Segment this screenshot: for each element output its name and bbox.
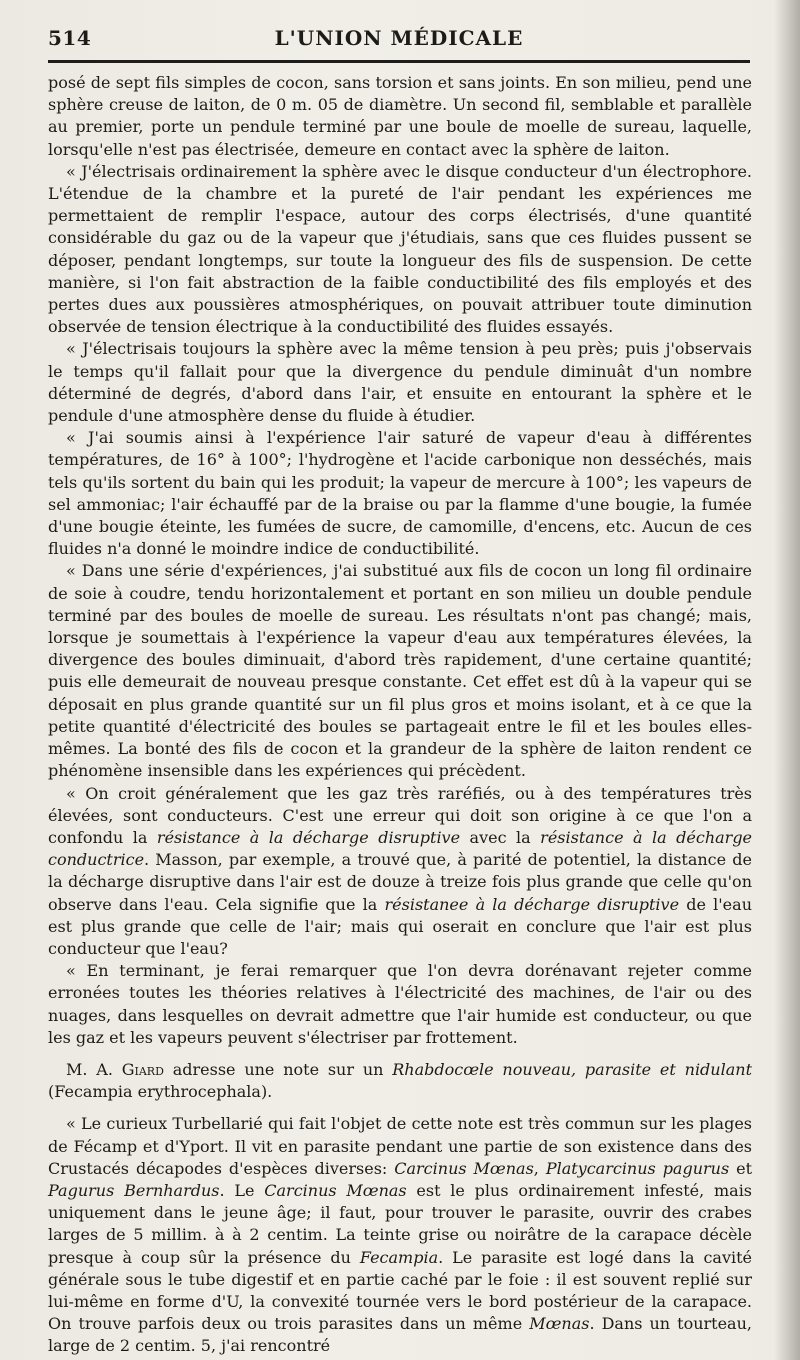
paragraph: « Dans une série d'expériences, j'ai substitué aux fils de cocon un long fil ordinaire de soie à coudre, tendu horizontalement et portant en son milieu un double pendule terminé par des boules de moelle de sureau. Les résultats n'ont pas changé; mais, lorsque je soumettais à l'expérience la vapeur d'eau aux températures élevées, la divergence des boules diminuait, d'abord très rapidement, d'une certaine quantité; puis elle demeurait de nouveau presque constante. Cet effet est dû à la vapeur qui se déposait en plus grande quantité sur un fil plus gros et moins isolant, et à ce que la petite quantité d'électricité des boules se partageait entre le fil et les boules elles-mêmes. La bonté des fils de cocon et la grandeur de la sphère de laiton rendent ce phénomène insensible dans les expériences qui précèdent. <box>48 561 752 781</box>
paragraph: « J'ai soumis ainsi à l'expérience l'air saturé de vapeur d'eau à différentes températures, de 16° à 100°; l'hydrogène et l'acide carbonique non desséchés, mais tels qu'ils sortent du bain qui les produit; la vapeur de mercure à 100°; les vapeurs de sel ammoniac; l'air échauffé par de la braise ou par la flamme d'une bougie, la fumée d'une bougie éteinte, les fumées de sucre, de camomille, d'encens, etc. Aucun de ces fluides n'a donné le moindre indice de conductibilité. <box>48 428 752 559</box>
text-run: . Masson, par exemple, a trouvé que, à parité de potentiel, la distance de la décharge disruptive dans l'air est de douze à treize fois plus grande que celle qu'on observe dans l'eau. Cela signifie que la <box>48 850 752 914</box>
italic-term: résistance à la décharge disruptive <box>156 827 461 847</box>
paragraph: « J'électrisais ordinairement la sphère avec le disque conducteur d'un électrophore. L'étendue de la chambre et la pureté de l'air pendant les expériences me permettaient de remplir l'espace, autour des corps électrisés, d'une quantité considérable du gaz ou de la vapeur que j'étudiais, sans que ces fluides pussent se déposer, pendant longtemps, sur toute la longueur des fils de suspension. De cette manière, si l'on fait abstraction de la faible conductibilité des fils employés et des pertes dues aux poussières atmosphériques, on pouvait attribuer toute diminution observée de tension électrique à la conductibilité des fluides essayés. <box>48 161 752 337</box>
text-run: « On croit généralement que les gaz très raréfiés, ou à des températures très élevées, sont conducteurs. C'est une erreur qui doit son origine à ce que l'on a confondu la <box>48 783 752 847</box>
text-run: (Fecampia erythrocephala). <box>48 1082 273 1102</box>
body-text <box>48 72 752 1358</box>
italic-term: résistanee à la décharge disruptive <box>384 894 680 914</box>
text-run: et <box>729 1158 753 1178</box>
paragraph <box>48 1059 752 1103</box>
text-run: . Le parasite est logé dans la cavité générale sous le tube digestif et en partie caché par le foie : il est souvent replié sur lui-même en forme d'U, la convexité tournée vers le bord postérieur de la carapace. On trouve parfois deux ou trois parasites dans un même <box>48 1247 752 1334</box>
text-run: adresse une note sur un <box>163 1059 393 1079</box>
author-name: Giard <box>121 1059 164 1079</box>
running-title: L'UNION MÉDICALE <box>274 26 524 50</box>
text-run: M. A. <box>66 1059 122 1079</box>
paragraph <box>48 1113 752 1357</box>
text-run: . Dans un tourteau, large de 2 centim. 5, j'ai rencontré <box>48 1314 752 1356</box>
page-header <box>48 22 750 62</box>
italic-term: Rhabdocœle nouveau, parasite et nidulant <box>392 1059 752 1079</box>
page-number: 514 <box>48 26 92 50</box>
paragraph: posé de sept fils simples de cocon, sans torsion et sans joints. En son milieu, pend une sphère creuse de laiton, de 0 m. 05 de diamètre. Un second fil, semblable et parallèle au premier, porte un pendule terminé par une boule de moelle de sureau, laquelle, lorsqu'elle n'est pas électrisée, demeure en contact avec la sphère de laiton. <box>48 73 752 159</box>
paragraph <box>48 783 752 961</box>
text-run: . Le <box>219 1180 265 1200</box>
text-run: de l'eau est plus grande que celle de l'air; mais qui oserait en conclure que l'air est plus conducteur que l'eau? <box>48 894 752 958</box>
italic-term: Mœnas <box>529 1314 590 1334</box>
italic-term: résistance à la décharge conductrice <box>48 827 753 870</box>
text-run: , <box>533 1158 546 1178</box>
paragraph: « J'électrisais toujours la sphère avec la même tension à peu près; puis j'observais le temps qu'il fallait pour que la divergence du pendule diminuât d'un nombre déterminé de degrés, d'abord dans l'air, et ensuite en entourant la sphère et le pendule d'une atmosphère dense du fluide à étudier. <box>48 339 752 426</box>
italic-term: Carcinus Mœnas <box>394 1158 534 1178</box>
italic-term: Platycarcinus pagurus <box>545 1158 730 1178</box>
paragraph: « En terminant, je ferai remarquer que l'on devra dorénavant rejeter comme erronées toutes les théories relatives à l'électricité des machines, de l'air ou des nuages, dans lesquelles on devrait admettre que l'air humide est conducteur, ou que les gaz et les vapeurs peuvent s'électriser par frottement. <box>48 961 752 1047</box>
italic-term: Pagurus Bernhardus <box>48 1180 220 1200</box>
header-rule <box>48 60 750 63</box>
italic-term: Fecampia <box>359 1247 439 1267</box>
text-run: « Le curieux Turbellarié qui fait l'objet de cette note est très commun sur les plages de Fécamp et d'Yport. Il vit en parasite pendant une partie de son existence dans des Crustacés décapodes d'espèces diverses: <box>48 1114 752 1178</box>
text-run: avec la <box>460 827 541 847</box>
italic-term: Carcinus Mœnas <box>264 1180 407 1200</box>
text-run: est le plus ordinairement infesté, mais uniquement dans le jeune âge; il faut, pour trouver le parasite, ouvrir des crabes larges de 5 millim. à à 2 centim. La teinte grise ou noirâtre de la carapace décèle presque à coup sûr la présence du <box>48 1180 753 1267</box>
